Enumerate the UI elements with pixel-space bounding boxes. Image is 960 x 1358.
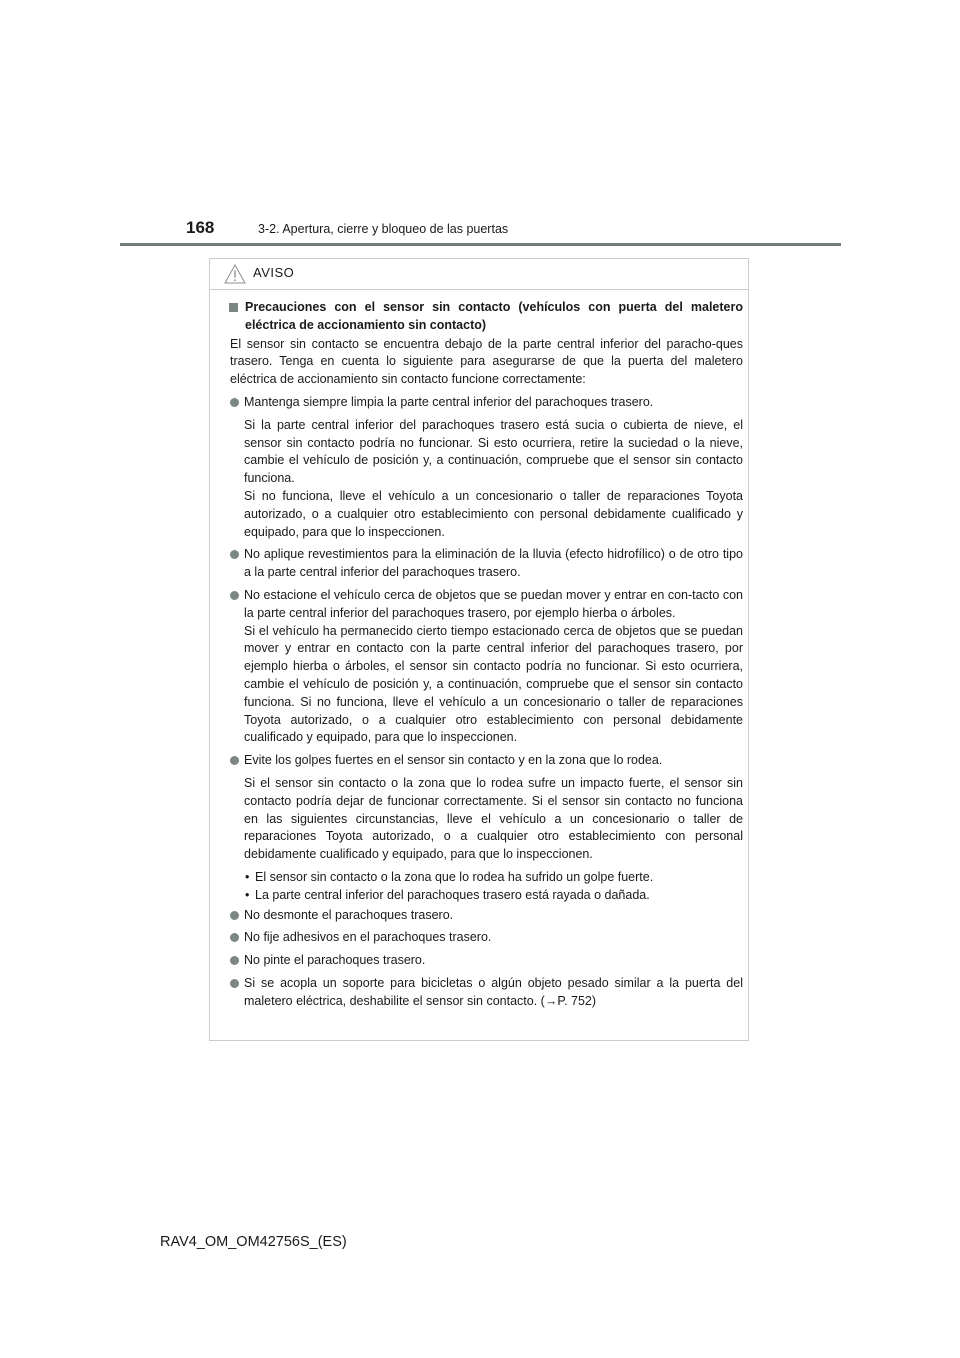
warning-triangle-icon bbox=[224, 264, 246, 284]
list-item-text: No aplique revestimientos para la eliminación de la lluvia (efecto hidrofílico) o de otro tipo a la parte central inferior del parachoques trasero. bbox=[244, 547, 743, 580]
list-item-text: No pinte el parachoques trasero. bbox=[244, 953, 426, 968]
sub-bullet-item bbox=[228, 869, 743, 887]
circle-bullet-icon bbox=[230, 956, 239, 965]
list-item bbox=[228, 546, 743, 582]
warning-body bbox=[228, 299, 743, 1010]
warning-header bbox=[210, 259, 748, 290]
circle-bullet-icon bbox=[230, 979, 239, 988]
list-item bbox=[228, 907, 743, 925]
list-item bbox=[228, 394, 743, 412]
list-item-text: Mantenga siempre limpia la parte central inferior del parachoques trasero. bbox=[244, 394, 654, 409]
list-item-detail: Si el sensor sin contacto o la zona que lo rodea sufre un impacto fuerte, el sensor sin contacto podría dejar de funcionar correctamente. Si el sensor sin contacto no funciona en las siguientes circunstancias, lleve el vehículo a un concesionario o taller de reparaciones Toyota autorizado, o a cualquier otro establecimiento con personal debidamente cualificado y equipado, para que lo inspeccionen. bbox=[244, 775, 743, 862]
list-item-text: No fije adhesivos en el parachoques trasero. bbox=[244, 930, 492, 945]
sub-bullet-item bbox=[228, 887, 743, 905]
list-item-text: No desmonte el parachoques trasero. bbox=[244, 907, 454, 922]
header-rule bbox=[120, 243, 841, 246]
list-item-detail: Si no funciona, lleve el vehículo a un concesionario o taller de reparaciones Toyota autorizado, o a cualquier otro establecimiento con personal debidamente cualificado y equipado, para que lo inspeccionen. bbox=[244, 488, 743, 539]
sub-bullet-text: El sensor sin contacto o la zona que lo rodea ha sufrido un golpe fuerte. bbox=[255, 869, 654, 884]
list-item bbox=[228, 587, 743, 747]
circle-bullet-icon bbox=[230, 398, 239, 407]
sub-bullet-mark: • bbox=[245, 869, 250, 884]
circle-bullet-icon bbox=[230, 591, 239, 600]
list-item-text: No estacione el vehículo cerca de objetos que se puedan mover y entrar en con-tacto con la parte central inferior del parachoques trasero, por ejemplo hierba o árboles. bbox=[244, 587, 743, 620]
list-item-text: Evite los golpes fuertes en el sensor sin contacto y en la zona que lo rodea. bbox=[244, 753, 663, 768]
circle-bullet-icon bbox=[230, 933, 239, 942]
section-title: 3-2. Apertura, cierre y bloqueo de las puertas bbox=[258, 222, 509, 236]
square-bullet-icon bbox=[229, 303, 238, 312]
list-item bbox=[228, 929, 743, 947]
footer-doc-code: RAV4_OM_OM42756S_(ES) bbox=[160, 1234, 347, 1250]
warning-heading bbox=[228, 299, 743, 335]
warning-box bbox=[209, 258, 749, 1041]
warning-heading-text: Precauciones con el sensor sin contacto (vehículos con puerta del maletero eléctrica de accionamiento sin contacto) bbox=[245, 300, 743, 332]
sub-bullet-text: La parte central inferior del parachoques trasero está rayada o dañada. bbox=[255, 887, 650, 902]
warning-intro: El sensor sin contacto se encuentra debajo de la parte central inferior del paracho-ques trasero. Tenga en cuenta lo siguiente para asegurarse de que la puerta del maletero eléctrica de accionamiento sin contacto funcione correctamente: bbox=[230, 336, 743, 387]
list-item bbox=[228, 975, 743, 1011]
sub-bullet-mark: • bbox=[245, 887, 250, 902]
list-item-detail: Si el vehículo ha permanecido cierto tiempo estacionado cerca de objetos que se puedan mover y entrar en contacto con la parte central inferior del parachoques trasero, por ejemplo hierba o árboles, el sensor sin contacto podría no funcionar. Si esto ocurriera, cambie el vehículo de posición y, a continuación, compruebe que el sensor sin contacto funciona. Si no funciona, lleve el vehículo a un concesionario o taller de reparaciones Toyota autorizado, o a cualquier otro establecimiento con personal debidamente cualificado y equipado, para que lo inspeccionen. bbox=[244, 623, 743, 745]
list-item-detail: Si la parte central inferior del parachoques trasero está sucia o cubierta de nieve, el sensor sin contacto podría no funcionar. Si esto ocurriera, retire la suciedad o la nieve, cambie el vehículo de posición y, a continuación, compruebe que el sensor sin contacto funciona. bbox=[244, 417, 743, 486]
circle-bullet-icon bbox=[230, 550, 239, 559]
warning-title: AVISO bbox=[253, 265, 295, 280]
list-item bbox=[228, 752, 743, 770]
circle-bullet-icon bbox=[230, 911, 239, 920]
list-item bbox=[228, 952, 743, 970]
circle-bullet-icon bbox=[230, 756, 239, 765]
list-item-text: Si se acopla un soporte para bicicletas o algún objeto pesado similar a la puerta del maletero eléctrica, deshabilite el sensor sin contacto. (→P. 752) bbox=[244, 975, 743, 1008]
page-number: 168 bbox=[186, 218, 215, 237]
